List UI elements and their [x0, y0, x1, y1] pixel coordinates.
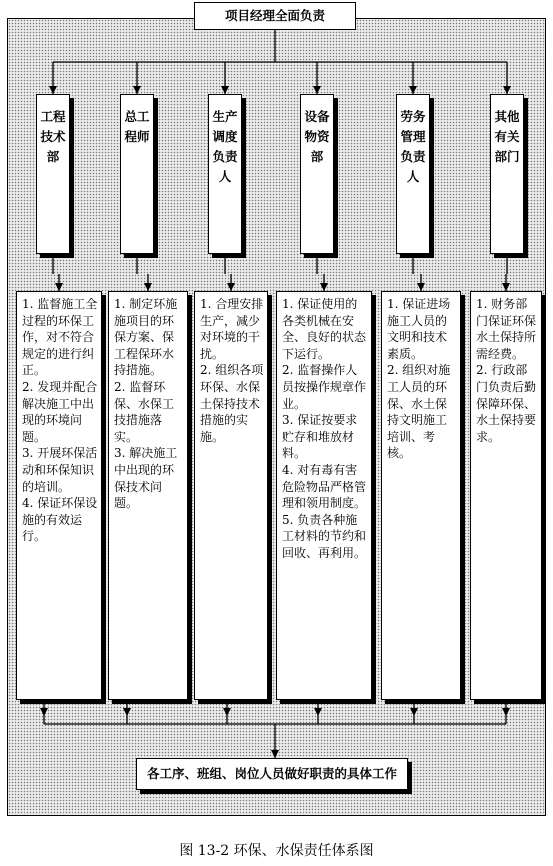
dept-label-3: 生产调度负责人 [212, 109, 238, 184]
arrowhead-icon [123, 708, 131, 716]
duty-text: 1. 保证使用的各类机械在安全、良好的状态下运行。 [282, 297, 367, 361]
duty-box-2 [108, 291, 188, 700]
arrowhead-icon [49, 86, 57, 94]
dept-label-1: 工程技术部 [40, 109, 66, 164]
duty-text: 2. 组织对施工人员的环保、水土保持文明施工培训、考核。 [387, 363, 451, 461]
duty-box-4 [276, 291, 372, 700]
top-box [194, 2, 356, 30]
arrowhead-icon [221, 86, 229, 94]
arrowhead-icon [55, 283, 63, 291]
duty-text: 3. 开展环保活动和环保知识的培训。 [22, 446, 98, 494]
dept-box-6 [490, 94, 524, 254]
duty-box-1 [16, 291, 102, 700]
arrowhead-icon [223, 708, 231, 716]
bottom-box [136, 758, 408, 790]
dept-box-4 [300, 94, 334, 254]
duty-text: 1. 财务部门保证环保水土保持所需经费。 [476, 297, 537, 361]
duty-box-5 [381, 291, 461, 700]
duty-box-3 [194, 291, 268, 700]
duty-text: 1. 监督施工全过程的环保工作，对不符合规定的进行纠正。 [22, 297, 98, 378]
arrowhead-icon [313, 86, 321, 94]
figure-caption: 图 13-2 环保、水保责任体系图 [179, 843, 374, 859]
duty-text: 2. 行政部门负责后勤保障环保、水土保持要求。 [476, 363, 537, 444]
duty-text: 3. 保证按要求贮存和堆放材料。 [282, 413, 358, 461]
arrowhead-icon [133, 86, 141, 94]
dept-box-1 [36, 94, 70, 254]
duty-text: 1. 保证进场施工人员的文明和技术素质。 [387, 297, 451, 361]
dept-box-5 [396, 94, 430, 254]
duty-text: 2. 监督环保、水保工技措施落实。 [114, 379, 175, 444]
duty-text: 2. 发现并配合解决施工中出现的环境问题。 [22, 379, 98, 444]
dept-box-2 [120, 94, 154, 254]
dept-label-6: 其他有关部门 [494, 109, 520, 164]
duty-text: 3. 解决施工中出现的环保技术问题。 [114, 446, 178, 511]
dept-label-4: 设备物资部 [304, 109, 330, 164]
duty-text: 4. 对有毒有害危险物品严格管理和领用制度。 [282, 462, 367, 511]
duty-text: 4. 保证环保设施的有效运行。 [22, 496, 98, 544]
arrowhead-icon [503, 86, 511, 94]
arrowhead-icon [502, 283, 510, 291]
arrowhead-icon [410, 708, 418, 716]
dept-box-3 [208, 94, 242, 254]
top-label: 项目经理全面负责 [224, 8, 325, 23]
dept-label-5: 劳务管理负责人 [400, 109, 426, 184]
dept-label-2: 总工程师 [124, 109, 150, 144]
arrowhead-icon [320, 283, 328, 291]
arrowhead-icon [409, 86, 417, 94]
duty-text: 2. 组织各项环保、水保土保持技术措施的实施。 [200, 363, 264, 444]
arrowhead-icon [417, 283, 425, 291]
duty-text: 1. 合理安排生产，减少对环境的干扰。 [200, 297, 264, 361]
duty-text: 5. 负责各种施工材料的节约和回收、再利用。 [282, 512, 367, 560]
duty-box-6 [470, 291, 542, 700]
arrowhead-icon [314, 708, 322, 716]
arrowhead-icon [40, 708, 48, 716]
bottom-label: 各工序、班组、岗位人员做好职责的具体工作 [146, 766, 397, 781]
arrowhead-icon [502, 708, 510, 716]
arrowhead-icon [144, 283, 152, 291]
arrowhead-icon [271, 750, 279, 758]
duty-text: 1. 制定环施施项目的环保方案、保工程保环水持措施。 [114, 297, 178, 378]
duty-text: 2. 监督操作人员按操作规章作业。 [282, 363, 367, 411]
arrowhead-icon [227, 283, 235, 291]
